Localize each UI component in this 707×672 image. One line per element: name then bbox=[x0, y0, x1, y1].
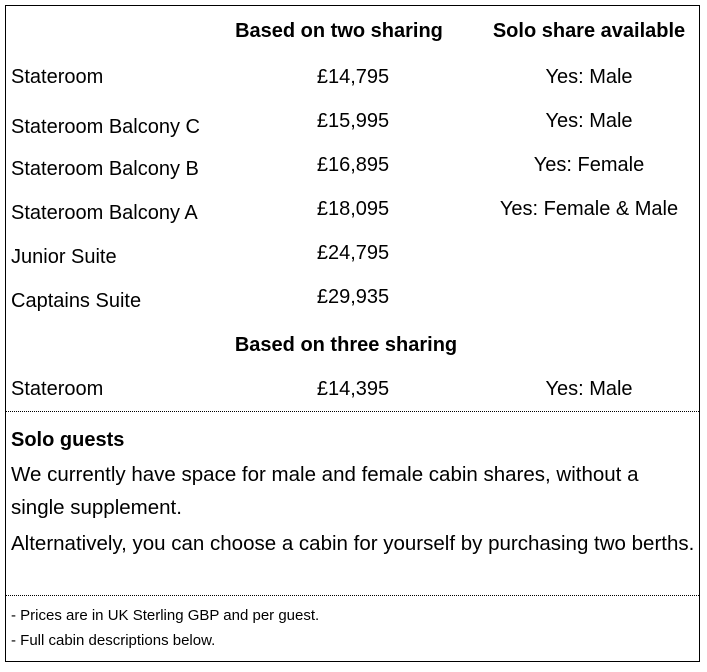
cabin-price: £14,395 bbox=[316, 378, 390, 400]
cabin-price: £16,895 bbox=[316, 154, 390, 176]
cabin-name: Stateroom Balcony C bbox=[11, 116, 200, 138]
solo-availability: Yes: Female bbox=[533, 154, 645, 176]
solo-guests-alternative: Alternatively, you can choose a cabin for yourself by purchasing two berths. bbox=[11, 532, 695, 555]
dotted-divider bbox=[6, 411, 699, 412]
cabin-name: Junior Suite bbox=[11, 246, 117, 268]
cabin-price: £24,795 bbox=[316, 242, 390, 264]
cabin-price: £18,095 bbox=[316, 198, 390, 220]
dotted-divider bbox=[6, 595, 699, 596]
header-two-sharing: Based on two sharing bbox=[235, 20, 443, 42]
solo-guests-title: Solo guests bbox=[11, 429, 125, 451]
cabin-price: £14,795 bbox=[316, 66, 390, 88]
cabin-name: Stateroom bbox=[11, 66, 104, 88]
solo-availability: Yes: Male bbox=[545, 378, 633, 400]
header-three-sharing: Based on three sharing bbox=[234, 334, 458, 356]
cabin-name: Stateroom bbox=[11, 378, 104, 400]
cabin-name: Captains Suite bbox=[11, 290, 142, 312]
header-solo-share: Solo share available bbox=[492, 20, 686, 42]
note-line: - Prices are in UK Sterling GBP and per guest. bbox=[11, 607, 320, 624]
solo-availability: Yes: Male bbox=[545, 66, 633, 88]
solo-guests-text: We currently have space for male and female cabin shares, without a single supplement. bbox=[11, 463, 639, 519]
solo-availability: Yes: Female & Male bbox=[499, 198, 679, 220]
solo-availability: Yes: Male bbox=[545, 110, 633, 132]
note-line: - Full cabin descriptions below. bbox=[11, 632, 216, 649]
cabin-name: Stateroom Balcony A bbox=[11, 202, 198, 224]
cabin-price: £15,995 bbox=[316, 110, 390, 132]
cabin-name: Stateroom Balcony B bbox=[11, 158, 199, 180]
cabin-price: £29,935 bbox=[316, 286, 390, 308]
